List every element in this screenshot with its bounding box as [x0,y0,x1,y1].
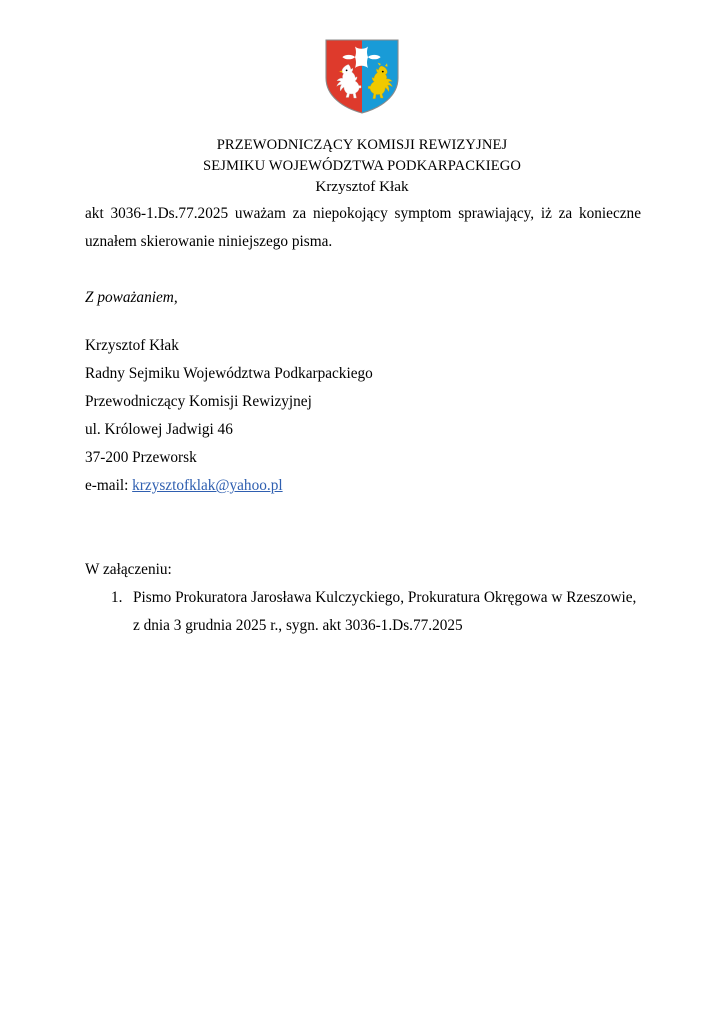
letterhead-header [0,135,724,198]
signature-role-councillor: Radny Sejmiku Województwa Podkarpackiego [85,365,373,382]
signature-email-row [85,472,641,500]
spacer [85,256,641,284]
attachments-heading: W załączeniu: [85,561,172,578]
list-item-marker: 1. [111,589,123,606]
signature-street: ul. Królowej Jadwigi 46 [85,421,233,438]
document-body [85,200,641,640]
coat-of-arms-podkarpackie-icon [319,36,405,116]
signature-role-chairman: Przewodniczący Komisji Rewizyjnej [85,393,312,410]
email-link[interactable]: krzysztofklak@yahoo.pl [132,477,283,494]
list-item [85,584,641,640]
body-paragraph: akt 3036-1.Ds.77.2025 uważam za niepokojący symptom sprawiający, iż za konieczne uznałem skierowanie niniejszego pisma. [85,205,641,250]
emblem-container [0,36,724,116]
closing-salutation: Z poważaniem, [85,289,178,306]
attachments-list [85,584,641,640]
email-label: e-mail: [85,477,129,494]
list-item-text: Pismo Prokuratora Jarosława Kulczyckiego, Prokuratura Okręgowa w Rzeszowie, z dnia 3 grudnia 2025 r., sygn. akt 3036-1.Ds.77.2025 [133,589,637,634]
spacer [85,500,641,556]
header-signatory-name: Krzysztof Kłak [315,178,409,196]
header-title-line-2: SEJMIKU WOJEWÓDZTWA PODKARPACKIEGO [203,157,521,174]
signature-name: Krzysztof Kłak [85,337,179,354]
spacer [85,312,641,332]
header-title-line-1: PRZEWODNICZĄCY KOMISJI REWIZYJNEJ [216,137,508,153]
signature-city: 37-200 Przeworsk [85,449,197,466]
